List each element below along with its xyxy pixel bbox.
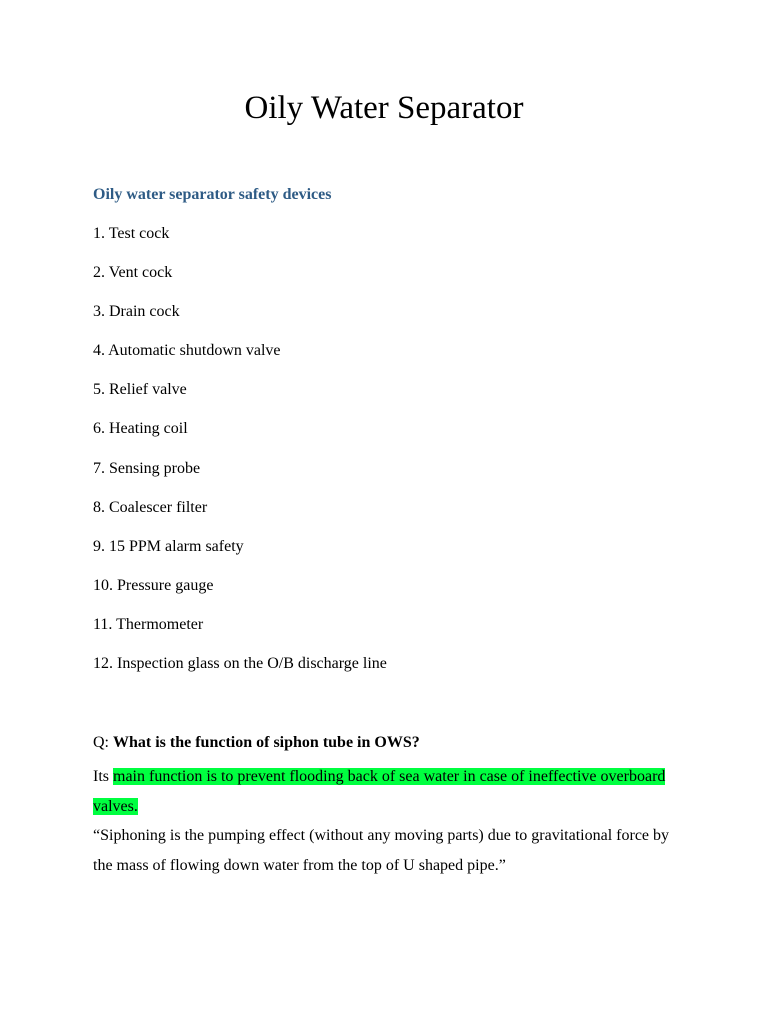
list-item: 1. Test cock [93,225,170,242]
list-item: 6. Heating coil [93,420,188,438]
list-item: 4. Automatic shutdown valve [93,342,281,360]
section-heading: Oily water separator safety devices [93,186,332,203]
answer-highlight: main function is to prevent flooding back of sea water in case of ineffective overboard valves. [93,768,666,815]
question [93,732,683,754]
question-prefix: Q: [93,734,109,751]
answer [93,762,683,821]
answer-prefix: Its [93,768,109,785]
document-title: Oily Water Separator [244,90,524,126]
safety-device-list [93,223,387,692]
list-item: 5. Relief valve [93,381,187,399]
question-answer-block [93,732,683,880]
list-item: 3. Drain cock [93,303,180,321]
siphon-quote: “Siphoning is the pumping effect (without any moving parts) due to gravitational force by the mass of flowing down water from the top of U shaped pipe.” [93,827,670,874]
question-text: What is the function of siphon tube in OWS? [113,734,420,751]
list-item: 11. Thermometer [93,615,204,633]
list-item: 7. Sensing probe [93,459,201,477]
list-item: 12. Inspection glass on the O/B discharge line [93,655,387,673]
list-item: 8. Coalescer filter [93,498,208,516]
list-item: 2. Vent cock [93,264,173,282]
list-item: 9. 15 PPM alarm safety [93,537,244,555]
list-item: 10. Pressure gauge [93,576,214,594]
